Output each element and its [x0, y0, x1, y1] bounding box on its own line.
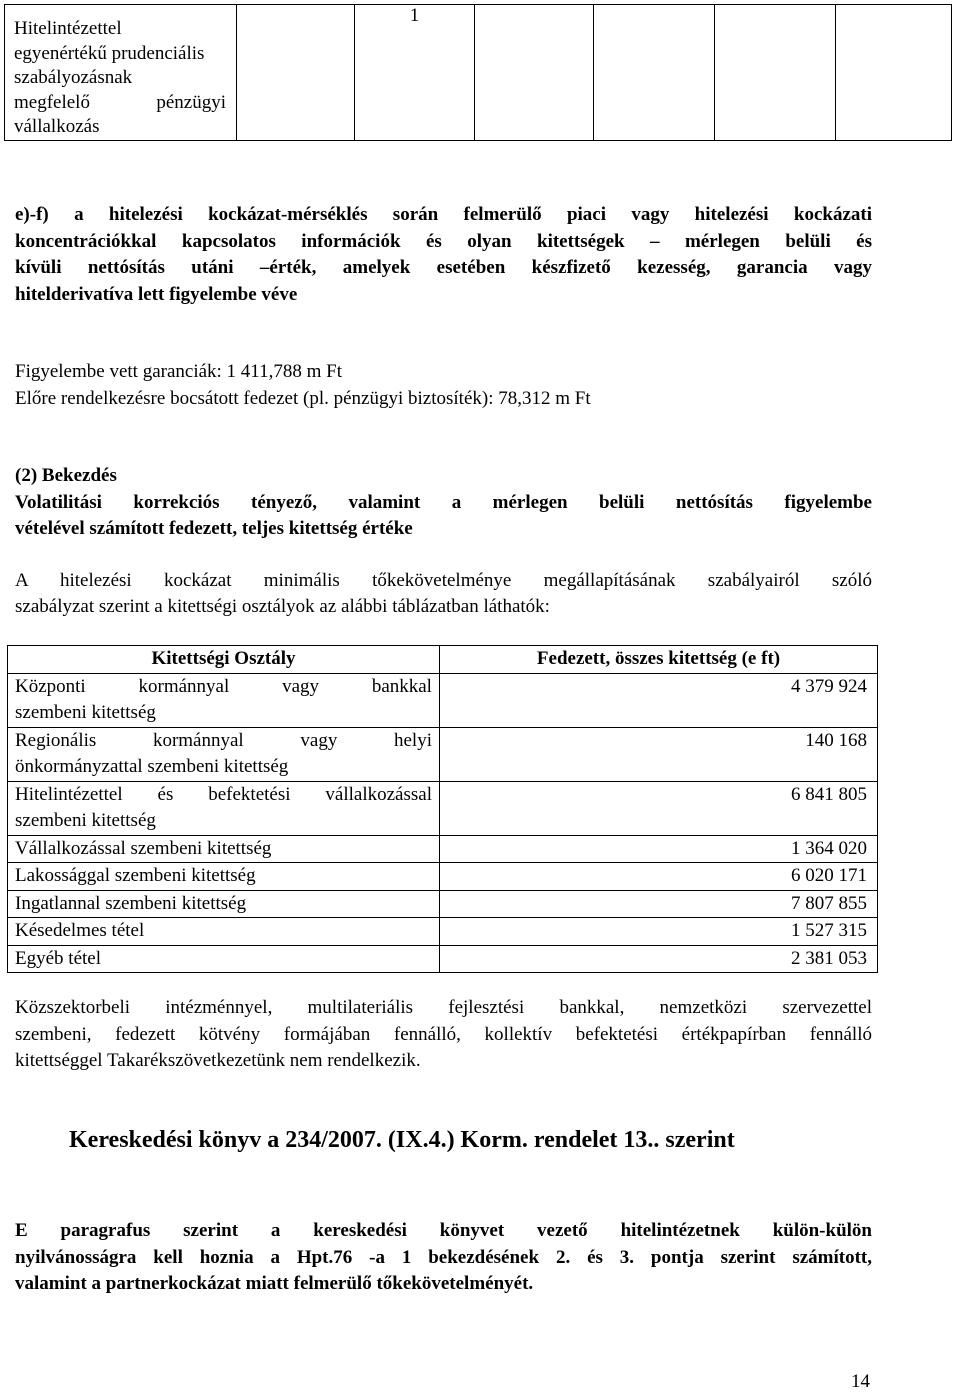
text-line: szabályzat szerint a kitettségi osztályok az alábbi táblázatban láthatók: [15, 596, 550, 617]
text-line: nyilvánosságra kell hoznia a Hpt.76 -a 1 bekezdésének 2. és 3. pontja szerint számított, [15, 1246, 872, 1268]
header-cell-number [355, 5, 475, 141]
header-cell-empty [594, 5, 715, 141]
table-label: Vállalkozással szembeni kitettség [8, 835, 440, 863]
header-word: pénzügyi [156, 91, 226, 113]
cell-word: Hitelintézettel [15, 783, 123, 805]
text-line: koncentrációkkal kapcsolatos információk és olyan kitettségek – mérlegen belüli és [15, 230, 872, 252]
header-cell-empty [836, 5, 952, 141]
cell-word: vagy [300, 729, 338, 751]
table-header-row [8, 646, 878, 674]
text-line: szembeni, fedezett kötvény formájában fennálló, kollektív befektetési értékpapírban fennálló [15, 1023, 872, 1045]
exposure-table [7, 645, 878, 973]
table-row [8, 945, 878, 973]
section-ef [15, 202, 872, 308]
table-label: Egyéb tétel [8, 945, 440, 973]
paragraph-title: (2) Bekezdés [15, 465, 117, 486]
table-value: 7 807 855 [440, 890, 878, 918]
text-line: kitettséggel Takarékszövetkezetünk nem rendelkezik. [15, 1050, 421, 1071]
header-number: 1 [409, 5, 420, 26]
header-cell-institution [5, 5, 237, 141]
trading-book-heading: Kereskedési könyv a 234/2007. (IX.4.) Korm. rendelet 13.. szerint [69, 1127, 735, 1153]
cell-word: Központi [15, 675, 86, 697]
text-line: E paragrafus szerint a kereskedési könyvet vezető hitelintézetnek külön-külön [15, 1220, 872, 1241]
public-sector-text [15, 995, 872, 1075]
header-line: vállalkozás [14, 116, 100, 137]
text-line: Közszektorbeli intézménnyel, multilateriális fejlesztési bankkal, nemzetközi szervezettel [15, 997, 872, 1018]
table-row [8, 918, 878, 946]
header-word: megfelelő [14, 91, 90, 113]
cell-word: helyi [394, 729, 432, 751]
table-value: 140 168 [440, 727, 878, 781]
cell-word: kormánnyal [138, 675, 230, 697]
header-cell-empty [715, 5, 836, 141]
table-value: 2 381 053 [440, 945, 878, 973]
cell-word: bankkal [371, 675, 432, 697]
header-cell-empty [237, 5, 355, 141]
page-number: 14 [851, 1371, 870, 1392]
trading-book-text [15, 1218, 872, 1298]
table-row [8, 890, 878, 918]
header-line: egyenértékű prudenciális [14, 42, 205, 64]
cell-word: kormánnyal [152, 729, 244, 751]
table-label: Ingatlannal szembeni kitettség [8, 890, 440, 918]
table-value: 1 364 020 [440, 835, 878, 863]
text-line: vételével számított fedezett, teljes kitettség értéke [15, 518, 413, 539]
cell-text: szembeni kitettség [15, 810, 156, 831]
text-line: kívüli nettósítás utáni –érték, amelyek esetében készfizető kezesség, garancia vagy [15, 257, 872, 278]
cell-word: Regionális [15, 729, 97, 751]
collateral-line: Előre rendelkezésre bocsátott fedezet (pl. pénzügyi biztosíték): 78,312 m Ft [15, 388, 591, 409]
text-line: e)-f) a hitelezési kockázat-mérséklés során felmerülő piaci vagy hitelezési kockázati [15, 204, 872, 225]
table-row [8, 727, 878, 781]
text-line: Volatilitási korrekciós tényező, valamint a mérlegen belüli nettósítás figyelembe [15, 491, 872, 513]
table-label: Késedelmes tétel [8, 918, 440, 946]
cell-word: vagy [282, 675, 320, 697]
cell-word: vállalkozással [325, 783, 432, 805]
cell-text: szembeni kitettség [15, 702, 156, 723]
table-value: 1 527 315 [440, 918, 878, 946]
table-label: Lakossággal szembeni kitettség [8, 863, 440, 891]
table-row [8, 835, 878, 863]
header-cell-empty [475, 5, 594, 141]
text-line: hitelderivatíva lett figyelembe véve [15, 283, 298, 305]
text-line: A hitelezési kockázat minimális tőkekövetelménye megállapításának szabályairól szóló [15, 570, 872, 591]
cell-word: befektetési [208, 783, 291, 805]
guarantees [15, 358, 872, 412]
intro-text [15, 568, 872, 620]
table-header: Fedezett, összes kitettség (e ft) [440, 646, 878, 674]
table-header: Kitettségi Osztály [8, 646, 440, 674]
table-value: 4 379 924 [440, 673, 878, 727]
header-table [4, 4, 952, 141]
table-row [8, 781, 878, 835]
header-line: Hitelintézettel [14, 18, 122, 39]
text-line: valamint a partnerkockázat miatt felmerülő tőkekövetelményét. [15, 1273, 534, 1294]
table-row [8, 673, 878, 727]
table-value: 6 020 171 [440, 863, 878, 891]
guarantees-line: Figyelembe vett garanciák: 1 411,788 m Ft [15, 361, 342, 382]
paragraph-2 [15, 463, 872, 543]
header-line: szabályozásnak [14, 67, 133, 88]
cell-word: és [157, 783, 174, 805]
table-value: 6 841 805 [440, 781, 878, 835]
cell-text: önkormányzattal szembeni kitettség [15, 756, 289, 777]
table-row [8, 863, 878, 891]
